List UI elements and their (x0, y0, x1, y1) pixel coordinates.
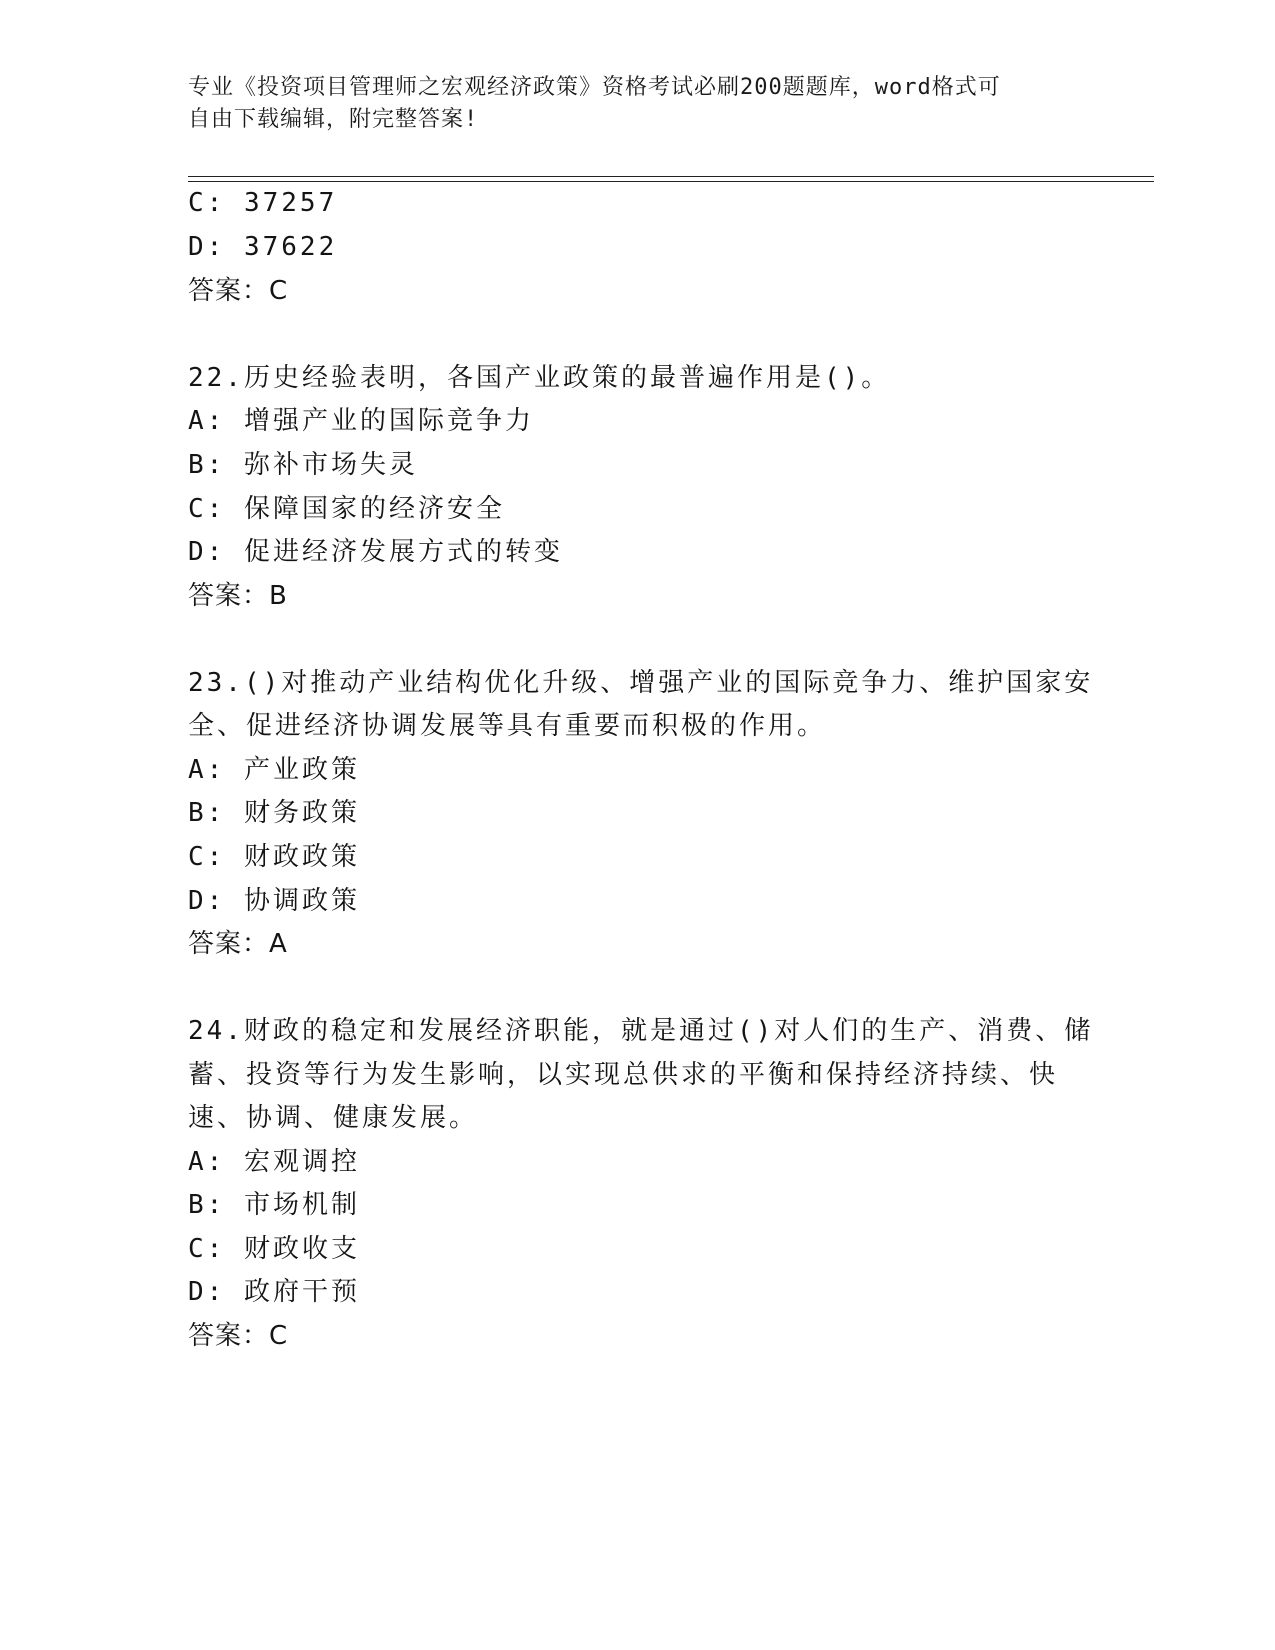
q24-option-c: C: 财政收支 (188, 1234, 360, 1264)
q23-option-b: B: 财务政策 (188, 798, 360, 828)
q24-stem-line-1: 24.财政的稳定和发展经济职能，就是通过()对人们的生产、消费、储 (188, 1016, 1094, 1046)
q23-stem-line-1: 23.()对推动产业结构优化升级、增强产业的国际竞争力、维护国家安 (188, 668, 1094, 698)
q24-answer: 答案：C (188, 1321, 289, 1351)
header-divider-top (188, 176, 1154, 177)
prev-answer: 答案：C (188, 276, 289, 306)
q22-option-c: C: 保障国家的经济安全 (188, 494, 505, 524)
header-divider-bottom (188, 181, 1154, 182)
document-header (188, 72, 1088, 136)
q24-option-b: B: 市场机制 (188, 1190, 360, 1220)
prev-option-d: D: 37622 (188, 232, 338, 262)
q24-option-a: A: 宏观调控 (188, 1147, 360, 1177)
q24-option-d: D: 政府干预 (188, 1277, 360, 1307)
q22-option-a: A: 增强产业的国际竞争力 (188, 406, 534, 436)
q22-stem: 22.历史经验表明，各国产业政策的最普遍作用是()。 (188, 363, 891, 393)
q23-option-d: D: 协调政策 (188, 886, 360, 916)
q24-stem-line-3: 速、协调、健康发展。 (188, 1103, 479, 1133)
q23-option-c: C: 财政政策 (188, 842, 360, 872)
q24-stem-line-2: 蓄、投资等行为发生影响，以实现总供求的平衡和保持经济持续、快 (188, 1060, 1059, 1090)
prev-option-c: C: 37257 (188, 188, 338, 218)
header-line-2: 自由下载编辑，附完整答案! (188, 107, 479, 132)
q22-answer: 答案：B (188, 581, 288, 611)
header-line-1: 专业《投资项目管理师之宏观经济政策》资格考试必刷200题题库，word格式可 (188, 75, 1001, 100)
q23-stem-line-2: 全、促进经济协调发展等具有重要而积极的作用。 (188, 711, 827, 741)
q22-option-d: D: 促进经济发展方式的转变 (188, 537, 563, 567)
q23-option-a: A: 产业政策 (188, 755, 360, 785)
q22-option-b: B: 弥补市场失灵 (188, 450, 418, 480)
q23-answer: 答案：A (188, 929, 288, 959)
